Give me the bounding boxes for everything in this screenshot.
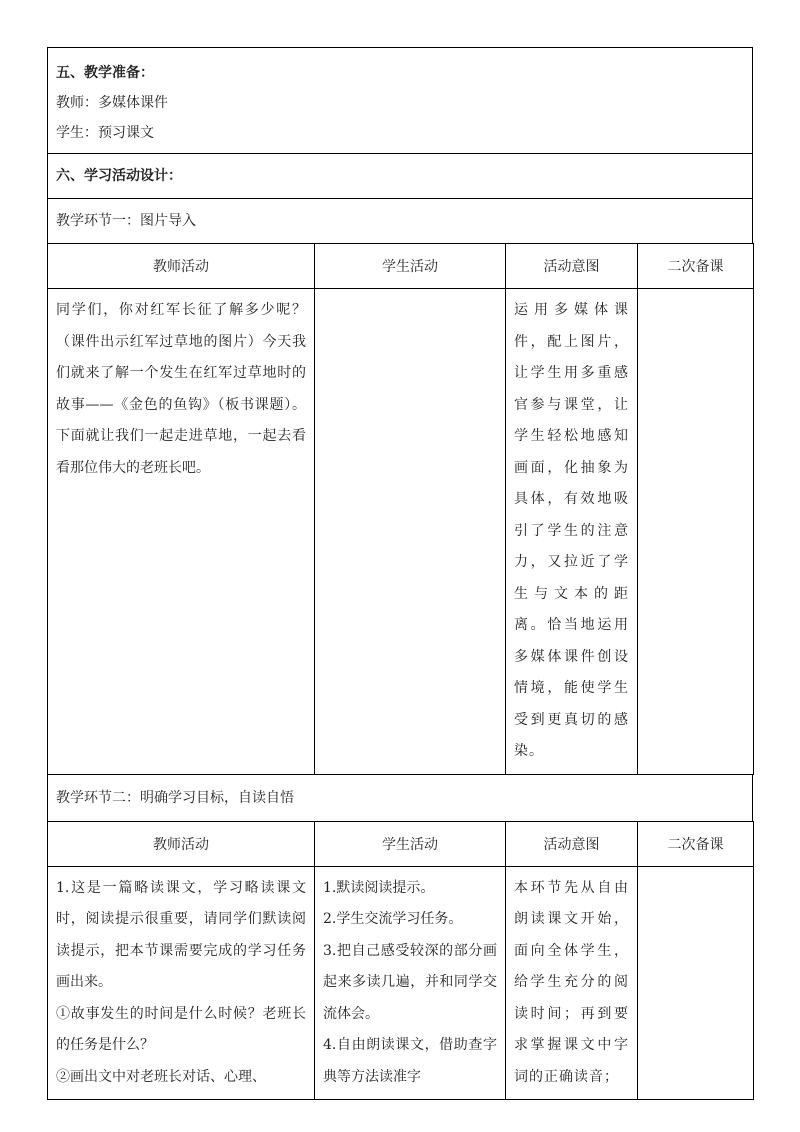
stage2-student-activity: 1.默读阅读提示。 2.学生交流学习任务。 3.把自己感受较深的部分画起来多读几遍，并和同学交流体会。 4.自由朗读课文，借助查字典等方法读准字 <box>323 879 497 1085</box>
header-student-activity: 学生活动 <box>315 244 506 289</box>
stage2-teacher-activity: 1.这是一篇略读课文，学习略读课文时，阅读提示很重要，请同学们默读阅读提示，把本节课需要完成的学习任务画出来。 ①故事发生的时间是什么时候？老班长的任务是什么？ ②画出文中对老班长对话、心理、 <box>56 879 306 1085</box>
stage1-content-row <box>48 289 754 775</box>
stage2-table <box>47 821 754 1101</box>
stage1-teacher-activity: 同学们，你对红军长征了解多少呢？（课件出示红军过草地的图片）今天我们就来了解一个发生在红军过草地时的故事——《金色的鱼钩》（板书课题）。下面就让我们一起走进草地，一起去看看那位伟大的老班长吧。 <box>56 302 306 476</box>
section5-teacher: 教师：多媒体课件 <box>56 95 168 111</box>
stage1-intent: 运用多媒体课件，配上图片，让学生用多重感官参与课堂，让学生轻松地感知画面，化抽象为具体，有效地吸引了学生的注意力，又拉近了学生与文本的距离。恰当地运用多媒体课件创设情境，能使学生受到更真切的感染。 <box>514 302 629 759</box>
header-teacher-activity: 教师活动 <box>48 244 315 289</box>
stage2-header-row <box>48 821 754 866</box>
header-second-prep: 二次备课 <box>638 244 754 289</box>
section5-block <box>47 47 753 153</box>
section6-title: 六、学习活动设计： <box>56 168 182 184</box>
section5-title: 五、教学准备： <box>56 65 154 81</box>
header-intent: 活动意图 <box>506 821 638 866</box>
stage2-title-row <box>47 775 753 821</box>
section6-block <box>47 153 753 198</box>
stage1-table <box>47 243 754 775</box>
lesson-plan-page <box>47 47 753 1100</box>
stage1-second-prep <box>638 289 753 301</box>
stage2-title: 教学环节二：明确学习目标，自读自悟 <box>56 789 294 806</box>
header-teacher-activity: 教师活动 <box>48 821 315 866</box>
section5-student: 学生：预习课文 <box>56 125 154 141</box>
stage1-title: 教学环节一：图片导入 <box>56 213 196 229</box>
stage2-content-row <box>48 866 754 1100</box>
stage1-title-row <box>47 198 753 243</box>
stage2-intent: 本环节先从自由朗读课文开始，面向全体学生，给学生充分的阅读时间；再到要求掌握课文中字词的正确读音； <box>514 879 629 1085</box>
header-student-activity: 学生活动 <box>315 821 506 866</box>
stage2-second-prep <box>638 867 753 879</box>
stage1-header-row <box>48 244 754 289</box>
header-intent: 活动意图 <box>506 244 638 289</box>
stage1-student-activity <box>315 289 505 301</box>
header-second-prep: 二次备课 <box>638 821 754 866</box>
